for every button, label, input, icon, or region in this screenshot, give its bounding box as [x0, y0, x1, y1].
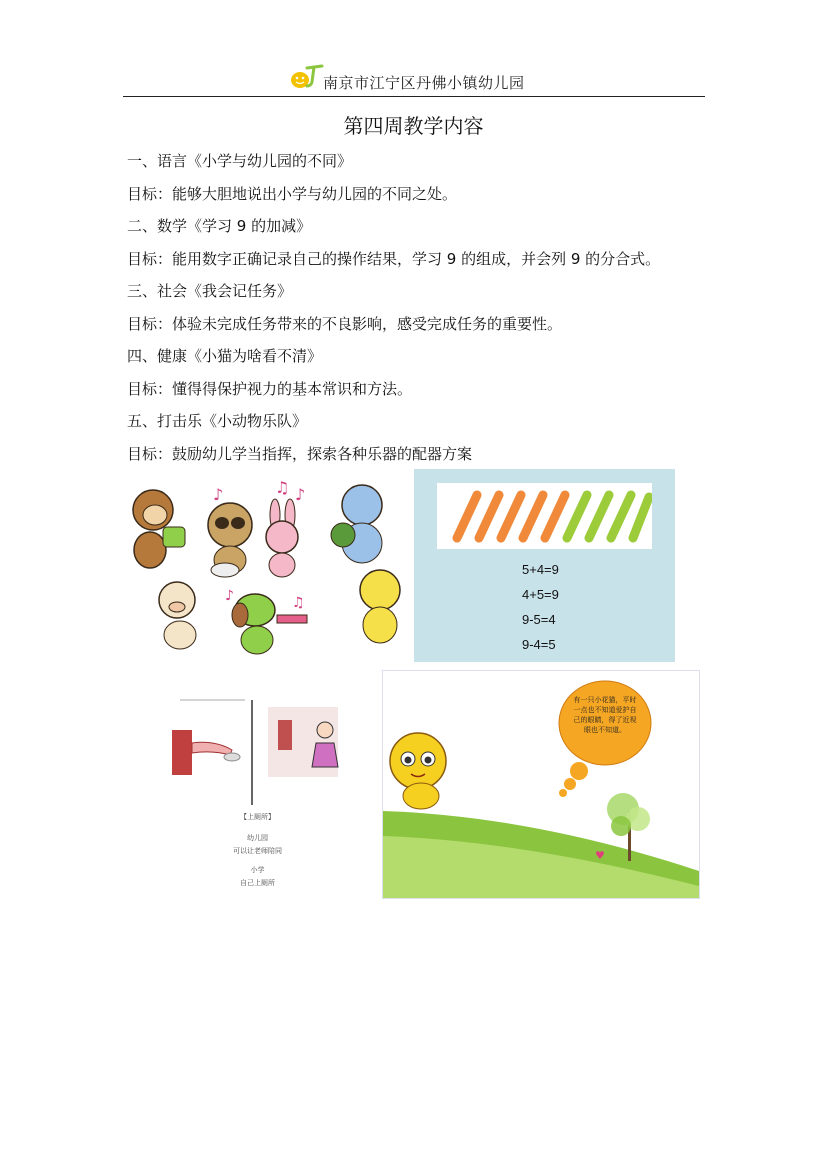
section-goal-music: 目标：鼓励幼儿学当指挥，探索各种乐器的配器方案	[127, 445, 473, 463]
section-heading-health: 四、健康《小猫为啥看不清》	[127, 347, 323, 365]
svg-text:♪: ♪	[295, 485, 306, 504]
section-goal-language: 目标：能够大胆地说出小学与幼儿园的不同之处。	[127, 185, 458, 203]
equation: 9-4=5	[522, 637, 556, 652]
equation: 9-5=4	[522, 612, 556, 627]
svg-text:♫: ♫	[275, 478, 290, 497]
section-goal-health: 目标：懂得得保护视力的基本常识和方法。	[127, 380, 413, 398]
section-heading-social: 三、社会《我会记任务》	[127, 282, 293, 300]
page-title: 第四周教学内容	[343, 114, 484, 138]
section-goal-math: 目标：能用数字正确记录自己的操作结果，学习 9 的组成，并会列 9 的分合式。	[127, 250, 661, 268]
equation: 5+4=9	[522, 562, 559, 577]
toilet-text-kindergarten: 幼儿园	[247, 834, 268, 842]
section-heading-language: 一、语言《小学与幼儿园的不同》	[127, 152, 353, 170]
toilet-comparison-image	[160, 695, 355, 895]
svg-text:♪: ♪	[225, 588, 234, 604]
toilet-caption: 【上厕所】	[240, 813, 275, 821]
math-sticks-image	[414, 469, 675, 662]
toilet-text-primary-desc: 自己上厕所	[240, 879, 275, 887]
svg-text:♥: ♥	[595, 849, 605, 862]
toilet-text-primary: 小学	[250, 866, 265, 874]
page-header	[123, 60, 705, 97]
school-name: 南京市江宁区丹佛小镇幼儿园	[323, 74, 525, 92]
animal-band-image	[125, 475, 415, 660]
svg-text:♫: ♫	[292, 595, 305, 611]
thought-bubble-text: 有一只小花猫，平时一点也不知道爱护自己的眼睛，得了近视眼也不知道。	[573, 696, 637, 734]
section-goal-social: 目标：体验未完成任务带来的不良影响，感受完成任务的重要性。	[127, 315, 563, 333]
school-logo-icon	[288, 60, 326, 90]
toilet-text-kindergarten-desc: 可以让老师陪同	[233, 847, 282, 855]
equation: 4+5=9	[522, 587, 559, 602]
section-heading-math: 二、数学《学习 9 的加减》	[127, 217, 312, 235]
cat-story-image	[382, 670, 700, 899]
section-heading-music: 五、打击乐《小动物乐队》	[127, 412, 308, 430]
svg-text:♪: ♪	[213, 485, 224, 504]
